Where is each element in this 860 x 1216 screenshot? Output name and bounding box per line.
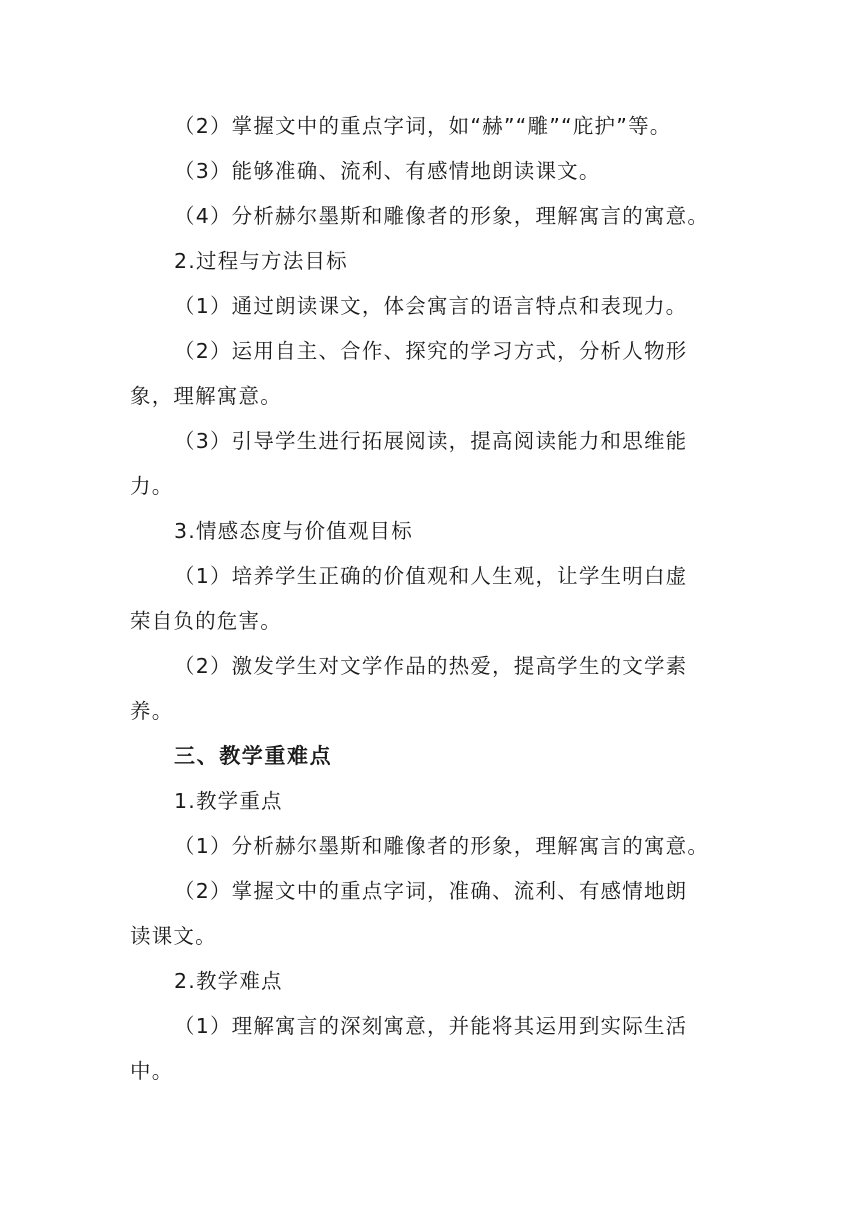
- paragraph-line: 读课文。: [130, 924, 217, 948]
- paragraph-line: （2）掌握文中的重点字词，准确、流利、有感情地朗: [174, 879, 688, 903]
- paragraph-line: 象，理解寓意。: [130, 384, 282, 408]
- paragraph-line: （1）通过朗读课文，体会寓言的语言特点和表现力。: [174, 294, 688, 318]
- paragraph-line: 荣自负的危害。: [130, 609, 282, 633]
- subsection-heading: 1.教学重点: [174, 789, 283, 813]
- paragraph-line: 养。: [130, 699, 174, 723]
- paragraph-line: （3）引导学生进行拓展阅读，提高阅读能力和思维能: [174, 429, 688, 453]
- subsection-heading: 2.教学难点: [174, 969, 283, 993]
- section-heading: 三、教学重难点: [174, 744, 333, 768]
- paragraph-line: （1）分析赫尔墨斯和雕像者的形象，理解寓言的寓意。: [174, 834, 710, 858]
- paragraph-line: （3）能够准确、流利、有感情地朗读课文。: [174, 159, 601, 183]
- paragraph-line: 中。: [130, 1059, 174, 1083]
- paragraph-line: （4）分析赫尔墨斯和雕像者的形象，理解寓言的寓意。: [174, 204, 710, 228]
- paragraph-line: （2）运用自主、合作、探究的学习方式，分析人物形: [174, 339, 688, 363]
- subsection-heading: 3.情感态度与价值观目标: [174, 519, 413, 543]
- paragraph-line: （1）培养学生正确的价值观和人生观，让学生明白虚: [174, 564, 688, 588]
- paragraph-line: （2）掌握文中的重点字词，如“赫”“雕”“庇护”等。: [174, 114, 672, 138]
- subsection-heading: 2.过程与方法目标: [174, 249, 348, 273]
- paragraph-line: 力。: [130, 474, 174, 498]
- paragraph-line: （2）激发学生对文学作品的热爱，提高学生的文学素: [174, 654, 688, 678]
- paragraph-line: （1）理解寓言的深刻寓意，并能将其运用到实际生活: [174, 1014, 688, 1038]
